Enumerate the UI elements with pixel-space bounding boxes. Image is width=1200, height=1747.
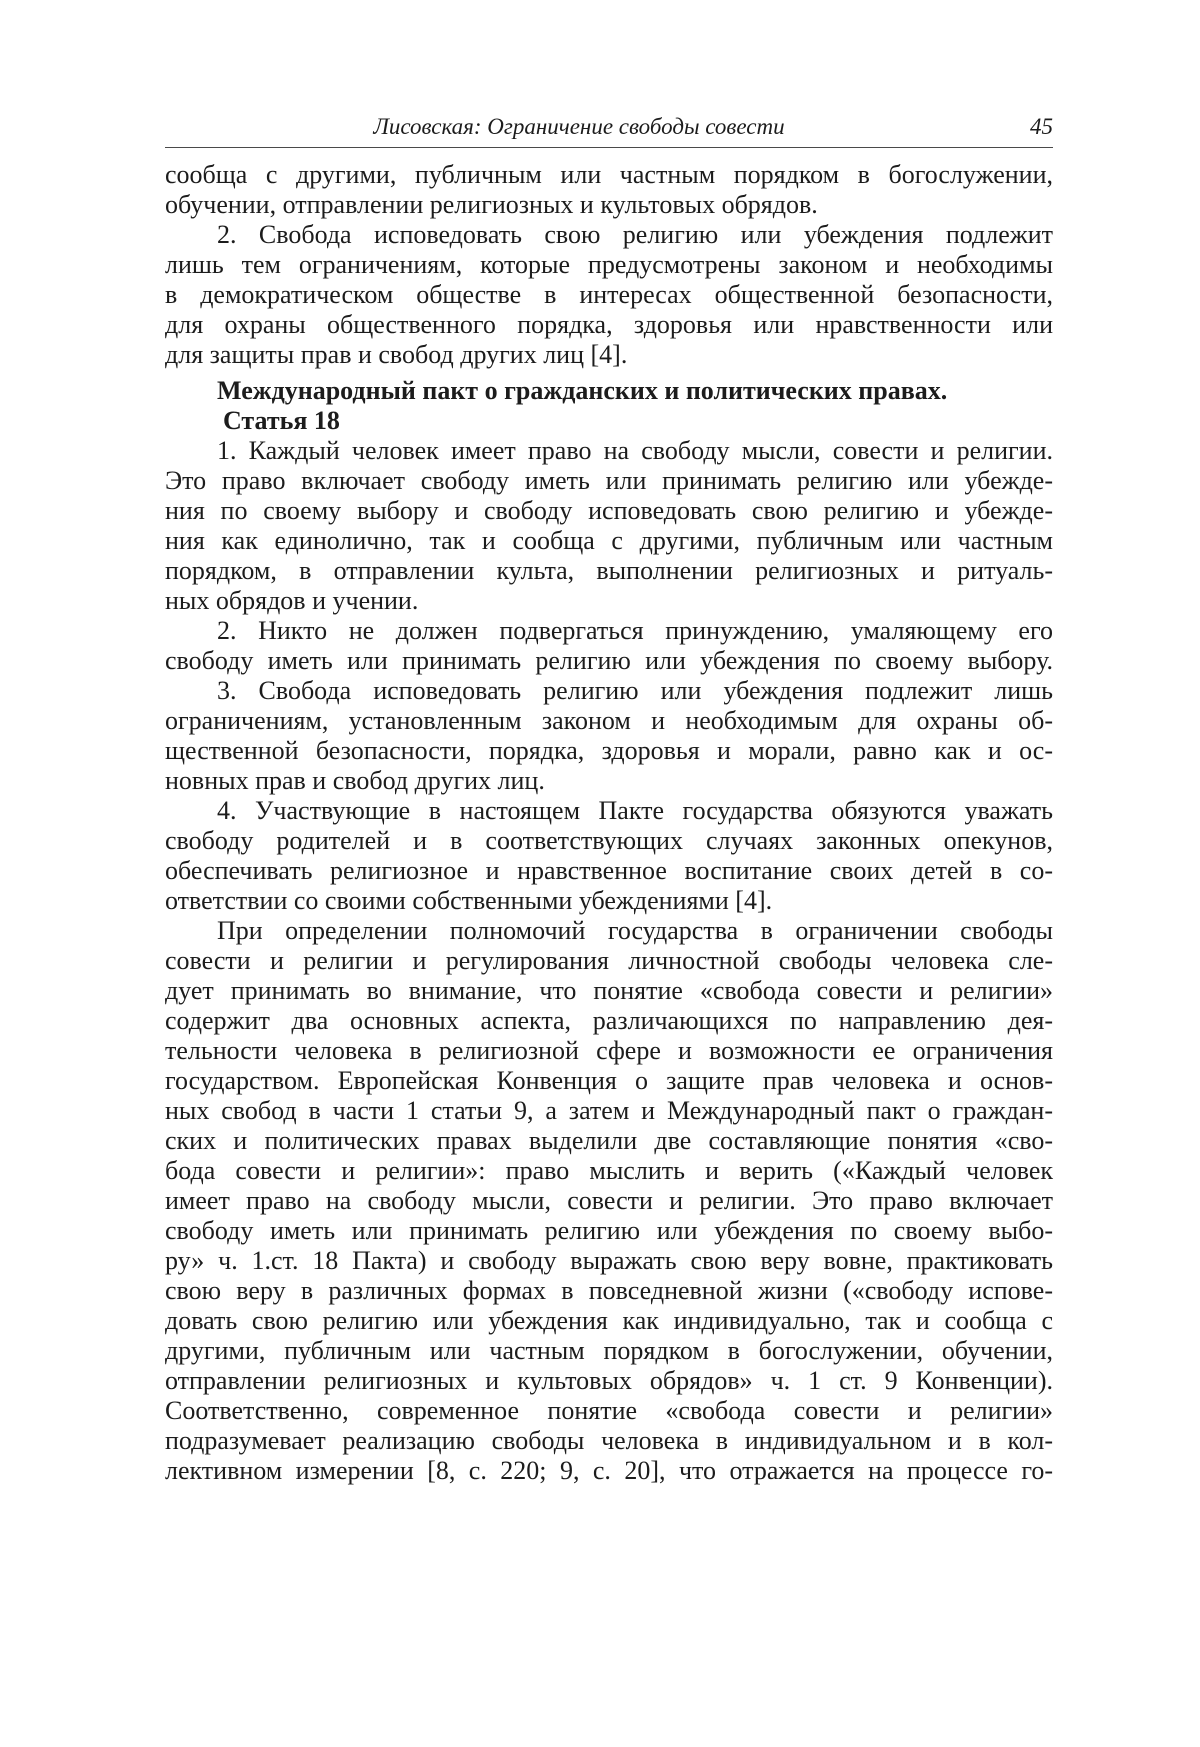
running-title: Лисовская: Ограничение свободы совести — [165, 110, 993, 144]
text-line: ру» ч. 1.ст. 18 Пакта) и свободу выражать свою веру вовне, практиковать — [165, 1246, 1053, 1276]
text-line: 1. Каждый человек имеет право на свободу мысли, совести и религии. — [165, 436, 1053, 466]
text-line: содержит два основных аспекта, различающихся по направлению дея- — [165, 1006, 1053, 1036]
text-line: ных обрядов и учении. — [165, 586, 1053, 616]
text-line: дует принимать во внимание, что понятие «свобода совести и религии» — [165, 976, 1053, 1006]
text-line: для защиты прав и свобод других лиц [4]. — [165, 340, 1053, 370]
text-line: Соответственно, современное понятие «свобода совести и религии» — [165, 1396, 1053, 1426]
text-line: ния как единолично, так и сообща с другими, публичным или частным — [165, 526, 1053, 556]
text-line: ния по своему выбору и свободу исповедовать свою религию и убежде- — [165, 496, 1053, 526]
text-line: лишь тем ограничениям, которые предусмотрены законом и необходимы — [165, 250, 1053, 280]
text-line: 2. Никто не должен подвергаться принуждению, умаляющему его — [165, 616, 1053, 646]
text-line: порядком, в отправлении культа, выполнении религиозных и ритуаль- — [165, 556, 1053, 586]
book-page — [0, 0, 1200, 1747]
text-line: Это право включает свободу иметь или принимать религию или убежде- — [165, 466, 1053, 496]
text-line: для охраны общественного порядка, здоровья или нравственности или — [165, 310, 1053, 340]
text-line: совести и религии и регулирования личностной свободы человека сле- — [165, 946, 1053, 976]
text-line: другими, публичным или частным порядком в богослужении, обучении, — [165, 1336, 1053, 1366]
text-line: новных прав и свобод других лиц. — [165, 766, 1053, 796]
header-rule — [165, 147, 1053, 148]
text-line: лективном измерении [8, с. 220; 9, с. 20], что отражается на процессе го- — [165, 1456, 1053, 1486]
text-line: 4. Участвующие в настоящем Пакте государства обязуются уважать — [165, 796, 1053, 826]
text-line: свободу родителей и в соответствующих случаях законных опекунов, — [165, 826, 1053, 856]
text-line: При определении полномочий государства в ограничении свободы — [165, 916, 1053, 946]
text-line: довать свою религию или убеждения как индивидуально, так и сообща с — [165, 1306, 1053, 1336]
text-line: щественной безопасности, порядка, здоровья и морали, равно как и ос- — [165, 736, 1053, 766]
text-line: обеспечивать религиозное и нравственное воспитание своих детей в со- — [165, 856, 1053, 886]
text-line: свободу иметь или принимать религию или убеждения по своему выбору. — [165, 646, 1053, 676]
text-line: ных свобод в части 1 статьи 9, а затем и Международный пакт о граждан- — [165, 1096, 1053, 1126]
text-line: свою веру в различных формах в повседневной жизни («свободу испове- — [165, 1276, 1053, 1306]
text-line: свободу иметь или принимать религию или убеждения по своему выбо- — [165, 1216, 1053, 1246]
text-line: 3. Свобода исповедовать религию или убеждения подлежит лишь — [165, 676, 1053, 706]
section-heading-article: Статья 18 — [165, 406, 1053, 436]
text-line: сообща с другими, публичным или частным порядком в богослужении, — [165, 160, 1053, 190]
text-line: имеет право на свободу мысли, совести и религии. Это право включает — [165, 1186, 1053, 1216]
text-line: 2. Свобода исповедовать свою религию или убеждения подлежит — [165, 220, 1053, 250]
text-line: тельности человека в религиозной сфере и возможности ее ограничения — [165, 1036, 1053, 1066]
text-line: государством. Европейская Конвенция о защите прав человека и основ- — [165, 1066, 1053, 1096]
text-line: ских и политических правах выделили две составляющие понятия «сво- — [165, 1126, 1053, 1156]
text-line: бода совести и религии»: право мыслить и верить («Каждый человек — [165, 1156, 1053, 1186]
text-line: подразумевает реализацию свободы человека в индивидуальном и в кол- — [165, 1426, 1053, 1456]
text-line: обучении, отправлении религиозных и культовых обрядов. — [165, 190, 1053, 220]
page-number: 45 — [1030, 110, 1053, 144]
body-text — [165, 160, 1053, 1486]
text-line: ограничениям, установленным законом и необходимым для охраны об- — [165, 706, 1053, 736]
text-line: отправлении религиозных и культовых обрядов» ч. 1 ст. 9 Конвенции). — [165, 1366, 1053, 1396]
section-heading: Международный пакт о гражданских и политических правах. — [165, 376, 1053, 406]
text-line: ответствии со своими собственными убеждениями [4]. — [165, 886, 1053, 916]
running-head — [165, 110, 1053, 144]
text-line: в демократическом обществе в интересах общественной безопасности, — [165, 280, 1053, 310]
